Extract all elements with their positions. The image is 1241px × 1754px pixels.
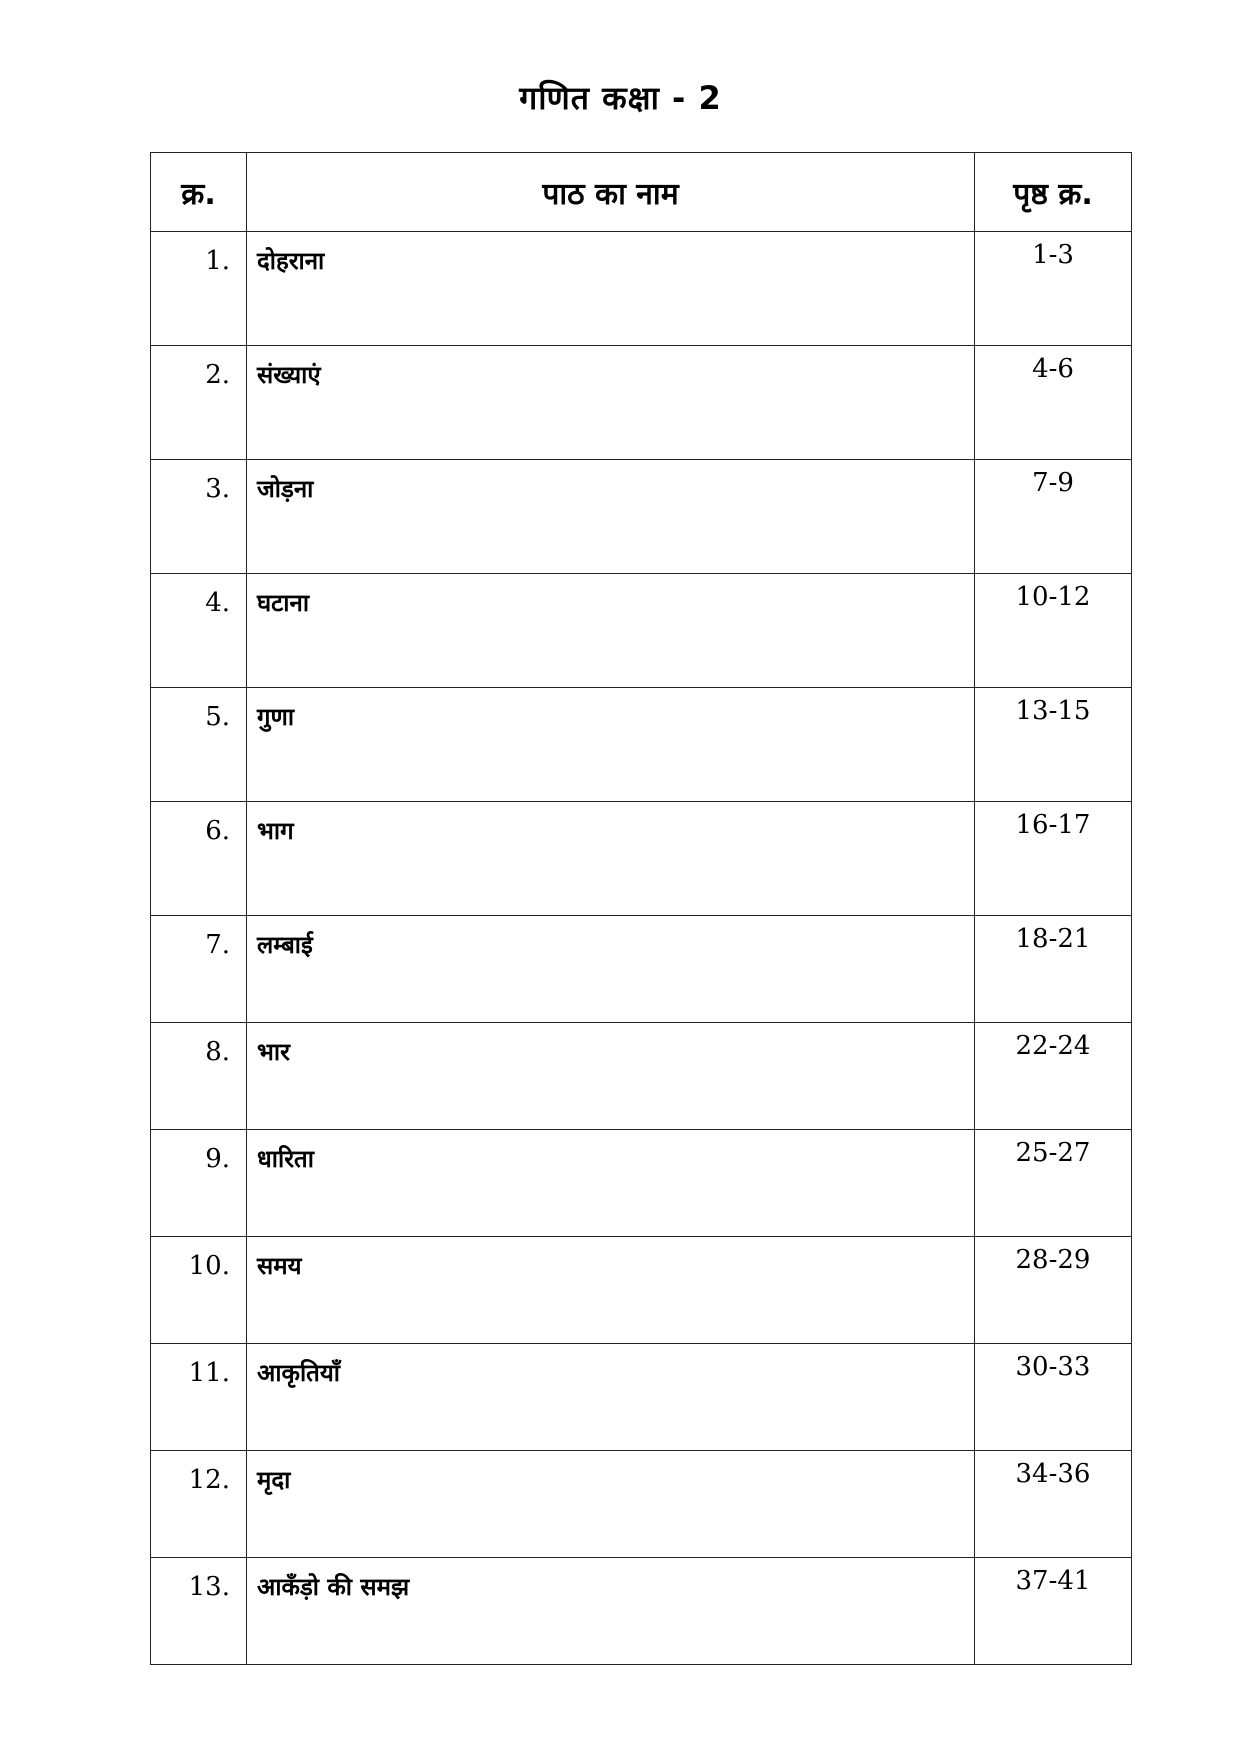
row-page-range: 10-12 [975,574,1132,688]
table-row [151,1558,1132,1665]
table-row [151,460,1132,574]
row-lesson-name: समय [247,1237,975,1344]
row-lesson-name: भार [247,1023,975,1130]
row-serial: 1. [151,232,247,346]
row-lesson-name: जोड़ना [247,460,975,574]
row-page-range: 25-27 [975,1130,1132,1237]
row-serial: 13. [151,1558,247,1665]
row-lesson-name: गुणा [247,688,975,802]
table-row [151,232,1132,346]
header-serial: क्र. [151,153,247,232]
table-header-row [151,153,1132,232]
row-lesson-name: मृदा [247,1451,975,1558]
row-lesson-name: आकँड़ो की समझ [247,1558,975,1665]
row-serial: 4. [151,574,247,688]
row-serial: 3. [151,460,247,574]
row-serial: 2. [151,346,247,460]
row-lesson-name: धारिता [247,1130,975,1237]
table-row [151,1451,1132,1558]
row-serial: 11. [151,1344,247,1451]
row-lesson-name: भाग [247,802,975,916]
table-row [151,688,1132,802]
header-page-number: पृष्ठ क्र. [975,153,1132,232]
row-page-range: 7-9 [975,460,1132,574]
row-lesson-name: दोहराना [247,232,975,346]
row-serial: 8. [151,1023,247,1130]
table-row [151,346,1132,460]
table-row [151,1130,1132,1237]
table-row [151,916,1132,1023]
row-serial: 7. [151,916,247,1023]
table-row [151,574,1132,688]
row-lesson-name: संख्याएं [247,346,975,460]
row-page-range: 13-15 [975,688,1132,802]
row-page-range: 22-24 [975,1023,1132,1130]
page-title: गणित कक्षा - 2 [519,79,722,117]
row-lesson-name: आकृतियाँ [247,1344,975,1451]
row-page-range: 1-3 [975,232,1132,346]
row-page-range: 18-21 [975,916,1132,1023]
row-page-range: 30-33 [975,1344,1132,1451]
header-lesson-name: पाठ का नाम [247,153,975,232]
table-row [151,802,1132,916]
row-serial: 9. [151,1130,247,1237]
row-page-range: 4-6 [975,346,1132,460]
row-serial: 10. [151,1237,247,1344]
row-serial: 12. [151,1451,247,1558]
row-lesson-name: घटाना [247,574,975,688]
table-of-contents [150,152,1132,1665]
row-page-range: 28-29 [975,1237,1132,1344]
row-page-range: 37-41 [975,1558,1132,1665]
table-row [151,1344,1132,1451]
row-page-range: 16-17 [975,802,1132,916]
table-row [151,1023,1132,1130]
table-row [151,1237,1132,1344]
row-lesson-name: लम्बाई [247,916,975,1023]
row-serial: 5. [151,688,247,802]
row-page-range: 34-36 [975,1451,1132,1558]
row-serial: 6. [151,802,247,916]
